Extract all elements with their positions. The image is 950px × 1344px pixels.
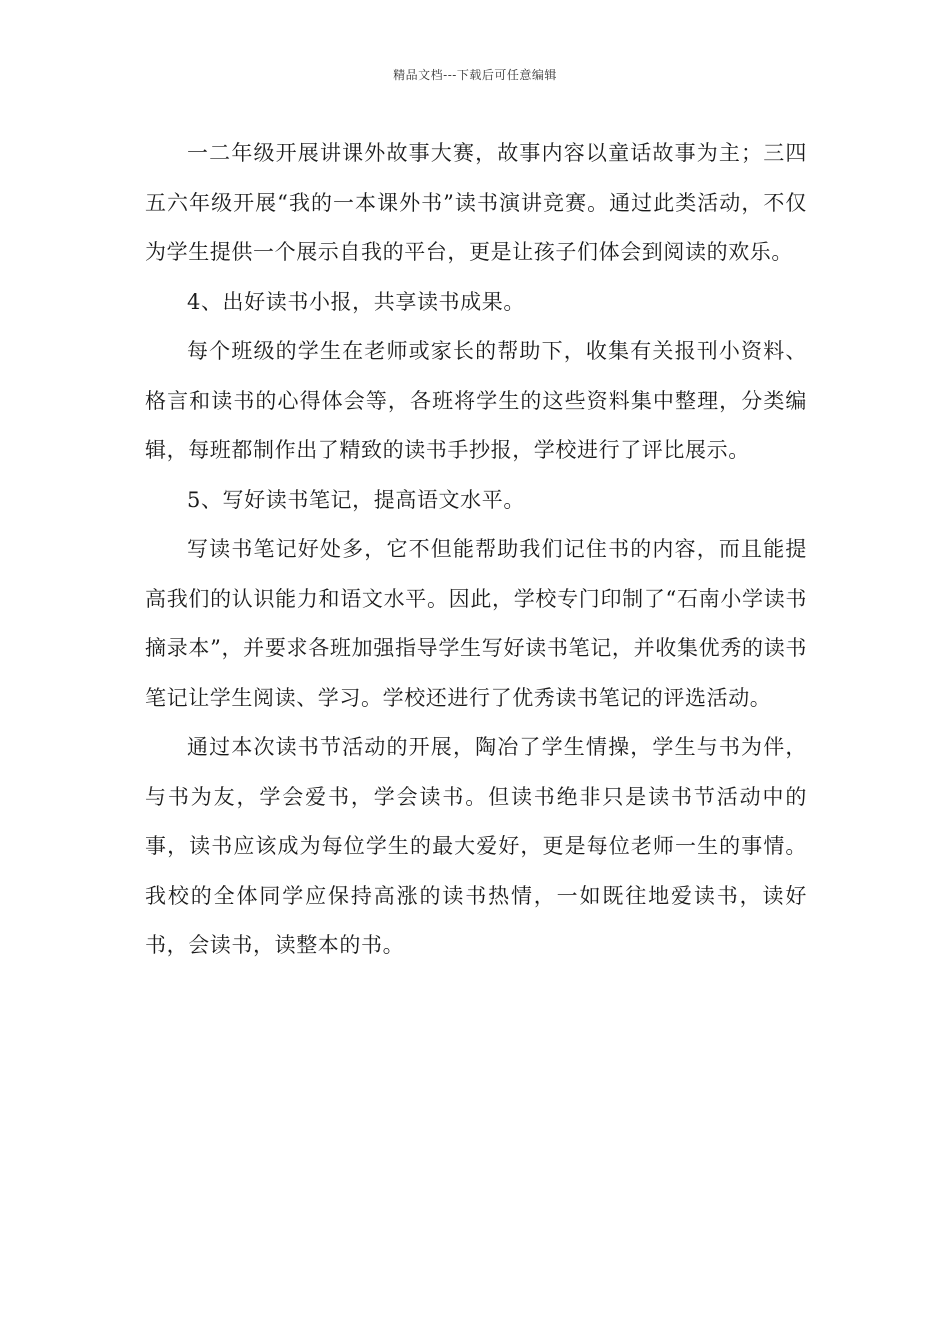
- paragraph-story-contest: 一二年级开展讲课外故事大赛，故事内容以童话故事为主；三四五六年级开展“我的一本课外书”读书演讲竞赛。通过此类活动，不仅为学生提供一个展示自我的平台，更是让孩子们体会到阅读的欢乐。: [145, 141, 807, 264]
- heading-reading-notes: 5、写好读书笔记，提高语文水平。: [187, 487, 525, 512]
- paragraph-conclusion: 通过本次读书节活动的开展，陶冶了学生情操，学生与书为伴，与书为友，学会爱书，学会读书。但读书绝非只是读书节活动中的事，读书应该成为每位学生的最大爱好，更是每位老师一生的事情。我校的全体同学应保持高涨的读书热情，一如既往地爱读书，读好书，会读书，读整本的书。: [145, 735, 807, 957]
- heading-reading-newspaper: 4、出好读书小报，共享读书成果。: [187, 289, 525, 314]
- paragraph-newspaper: 每个班级的学生在老师或家长的帮助下，收集有关报刊小资料、格言和读书的心得体会等，各班将学生的这些资料集中整理，分类编辑，每班都制作出了精致的读书手抄报，学校进行了评比展示。: [145, 339, 807, 462]
- paragraph-reading-notes: 写读书笔记好处多，它不但能帮助我们记住书的内容，而且能提高我们的认识能力和语文水平。因此，学校专门印制了“石南小学读书摘录本”，并要求各班加强指导学生写好读书笔记，并收集优秀的读书笔记让学生阅读、学习。学校还进行了优秀读书笔记的评选活动。: [145, 537, 807, 710]
- page-header: 精品文档---下载后可任意编辑: [393, 68, 557, 82]
- document-body: [145, 129, 807, 971]
